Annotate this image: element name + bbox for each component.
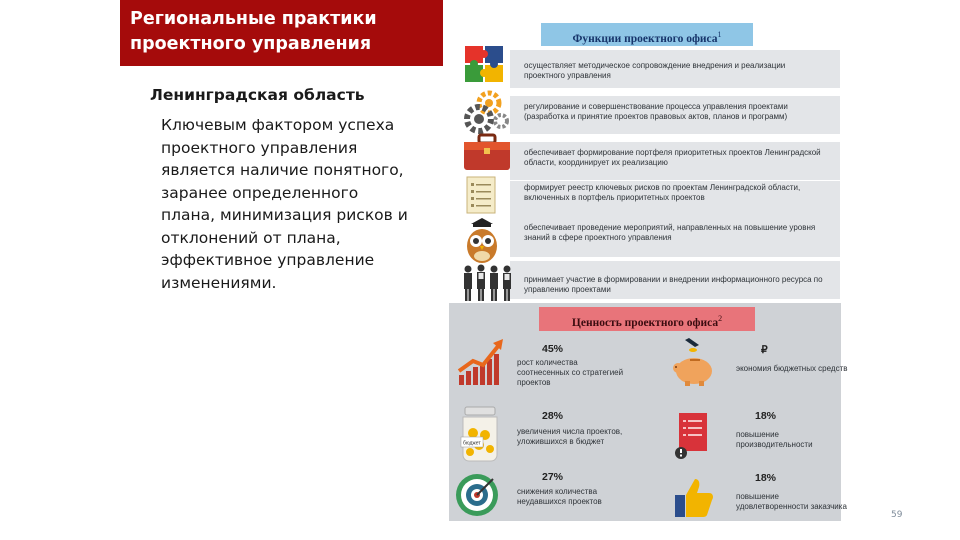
value-percent: 28% <box>542 410 564 422</box>
function-text: регулирование и совершенствование процесса управления проектами (разработка и принятие проектов правовых актов, планов и программ) <box>524 102 788 121</box>
value-percent: 27% <box>542 471 564 483</box>
functions-title: Функции проектного офиса$^1$ <box>541 23 753 46</box>
value-percent: 45% <box>542 343 564 355</box>
body-paragraph: Ключевым фактором успеха проектного управления является наличие понятного, заранее определенного плана, минимизация рисков и отклонений от плана, эффективное управление изменениями. <box>161 116 408 292</box>
value-percent: 18% <box>755 472 777 484</box>
briefcase-icon <box>461 129 513 173</box>
puzzle-icon <box>461 42 509 86</box>
owl-icon <box>461 216 505 266</box>
value-title: Ценность проектного офиса$^2$ <box>539 307 755 331</box>
checklist-icon <box>461 173 501 217</box>
budget-label: бюджет <box>463 440 481 447</box>
value-text: повышение производительности <box>736 430 813 449</box>
value-panel <box>449 303 841 521</box>
region-heading: Ленинградская область <box>150 86 365 104</box>
growth-chart-icon <box>455 337 505 387</box>
value-text: снижения количества неудавшихся проектов <box>517 487 602 506</box>
function-text: формирует реестр ключевых рисков по проектам Ленинградской области, включенных в портфель приоритетных проектов <box>524 183 801 202</box>
value-text: повышение удовлетворенности заказчика <box>736 492 847 511</box>
value-text: увеличения числа проектов, уложившихся в бюджет <box>517 427 623 446</box>
function-text: принимает участие в формировании и внедрении информационного ресурса по управлению проектами <box>524 275 823 294</box>
value-text: экономия бюджетных средств <box>736 364 848 373</box>
target-icon <box>453 471 501 519</box>
value-percent: 18% <box>755 410 777 422</box>
piggy-bank-icon <box>669 335 719 387</box>
budget-jar-icon <box>457 405 505 463</box>
function-text: осуществляет методическое сопровождение внедрения и реализации проектного управления <box>524 61 786 80</box>
thumbs-up-icon <box>671 475 717 521</box>
function-text: обеспечивает формирование портфеля приоритетных проектов Ленинградской области, координирует их реализацию <box>524 148 821 167</box>
value-percent: ₽ <box>761 344 768 356</box>
page-number: 59 <box>891 510 903 520</box>
function-text: обеспечивает проведение мероприятий, направленных на повышение уровня знаний в сфере проектного управления <box>524 223 816 242</box>
slide-title: Региональные практики проектного управления <box>120 0 443 66</box>
value-text: рост количества соотнесенных со стратегией проектов <box>517 358 624 387</box>
document-alert-icon <box>673 411 713 461</box>
infographic <box>449 21 848 521</box>
people-icon <box>461 261 517 303</box>
